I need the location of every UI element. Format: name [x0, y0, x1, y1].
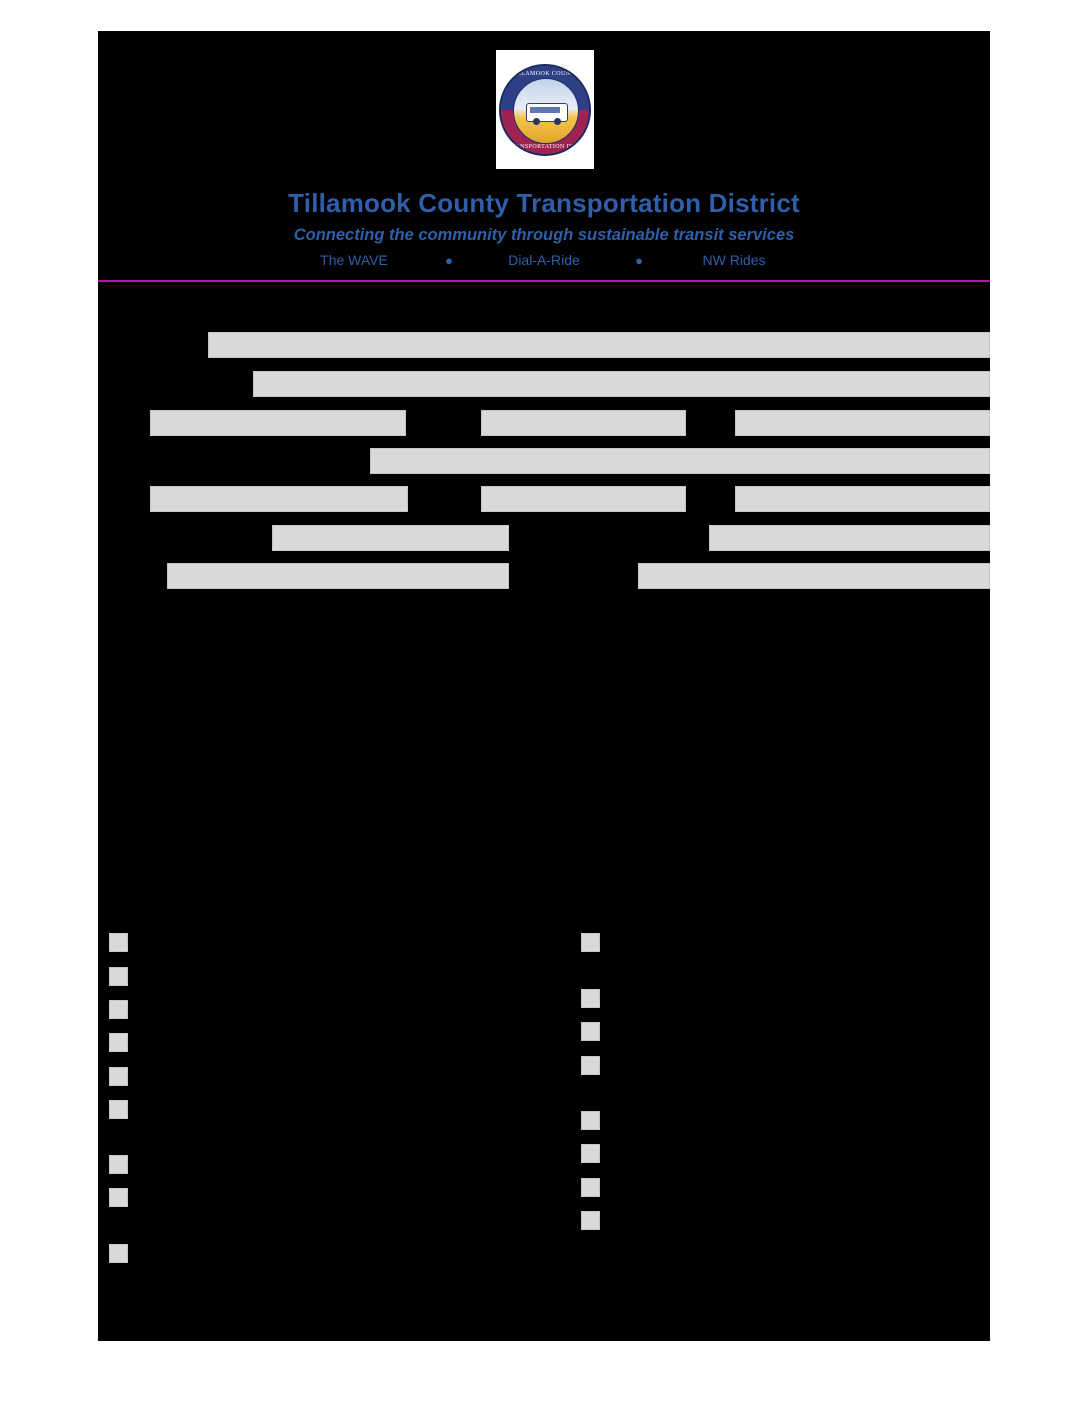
field-row3-middle[interactable] — [481, 410, 686, 436]
field-row4-full[interactable] — [370, 448, 990, 474]
bus-wheel-right-icon — [554, 118, 561, 125]
checkbox-left-4[interactable] — [109, 1033, 128, 1052]
page-tagline: Connecting the community through sustainable transit services — [293, 226, 795, 244]
checkbox-right-8[interactable] — [581, 1211, 600, 1230]
service-dial-a-ride: Dial-A-Ride — [508, 252, 580, 268]
checkbox-left-1[interactable] — [109, 933, 128, 952]
checkbox-left-2[interactable] — [109, 967, 128, 986]
service-names-row — [98, 252, 990, 268]
field-row2-full[interactable] — [253, 371, 990, 397]
checkbox-right-1[interactable] — [581, 933, 600, 952]
checkbox-right-6[interactable] — [581, 1144, 600, 1163]
field-row7-left[interactable] — [167, 563, 509, 589]
checkbox-left-8[interactable] — [109, 1188, 128, 1207]
checkbox-left-3[interactable] — [109, 1000, 128, 1019]
checkbox-left-9[interactable] — [109, 1244, 128, 1263]
checkbox-left-7[interactable] — [109, 1155, 128, 1174]
seal-inner-disc — [513, 78, 579, 144]
checkbox-right-5[interactable] — [581, 1111, 600, 1130]
service-the-wave: The WAVE — [320, 252, 388, 268]
field-row1-full[interactable] — [208, 332, 990, 358]
field-row6-left[interactable] — [272, 525, 509, 551]
tcted-seal-logo — [499, 64, 591, 156]
logo-container — [496, 50, 594, 169]
checkbox-right-2[interactable] — [581, 989, 600, 1008]
seal-text-top: TILLAMOOK COUNTY — [510, 70, 580, 77]
bus-icon — [526, 103, 568, 122]
service-nw-rides: NW Rides — [702, 252, 766, 268]
bus-wheel-left-icon — [533, 118, 540, 125]
bullet-separator-icon-2: ● — [635, 252, 643, 268]
header-divider — [98, 280, 990, 282]
field-row7-right[interactable] — [638, 563, 990, 589]
field-row3-left[interactable] — [150, 410, 406, 436]
checkbox-left-5[interactable] — [109, 1067, 128, 1086]
page-title: Tillamook County Transportation District — [288, 188, 800, 218]
field-row5-middle[interactable] — [481, 486, 686, 512]
document-page — [98, 31, 990, 1341]
checkbox-right-4[interactable] — [581, 1056, 600, 1075]
field-row5-left[interactable] — [150, 486, 408, 512]
field-row5-right[interactable] — [735, 486, 990, 512]
bullet-separator-icon: ● — [445, 252, 453, 268]
field-row3-right[interactable] — [735, 410, 990, 436]
seal-text-bottom: TRANSPORTATION DIST. — [506, 143, 584, 150]
checkbox-left-6[interactable] — [109, 1100, 128, 1119]
checkbox-right-3[interactable] — [581, 1022, 600, 1041]
field-row6-right[interactable] — [709, 525, 990, 551]
checkbox-right-7[interactable] — [581, 1178, 600, 1197]
